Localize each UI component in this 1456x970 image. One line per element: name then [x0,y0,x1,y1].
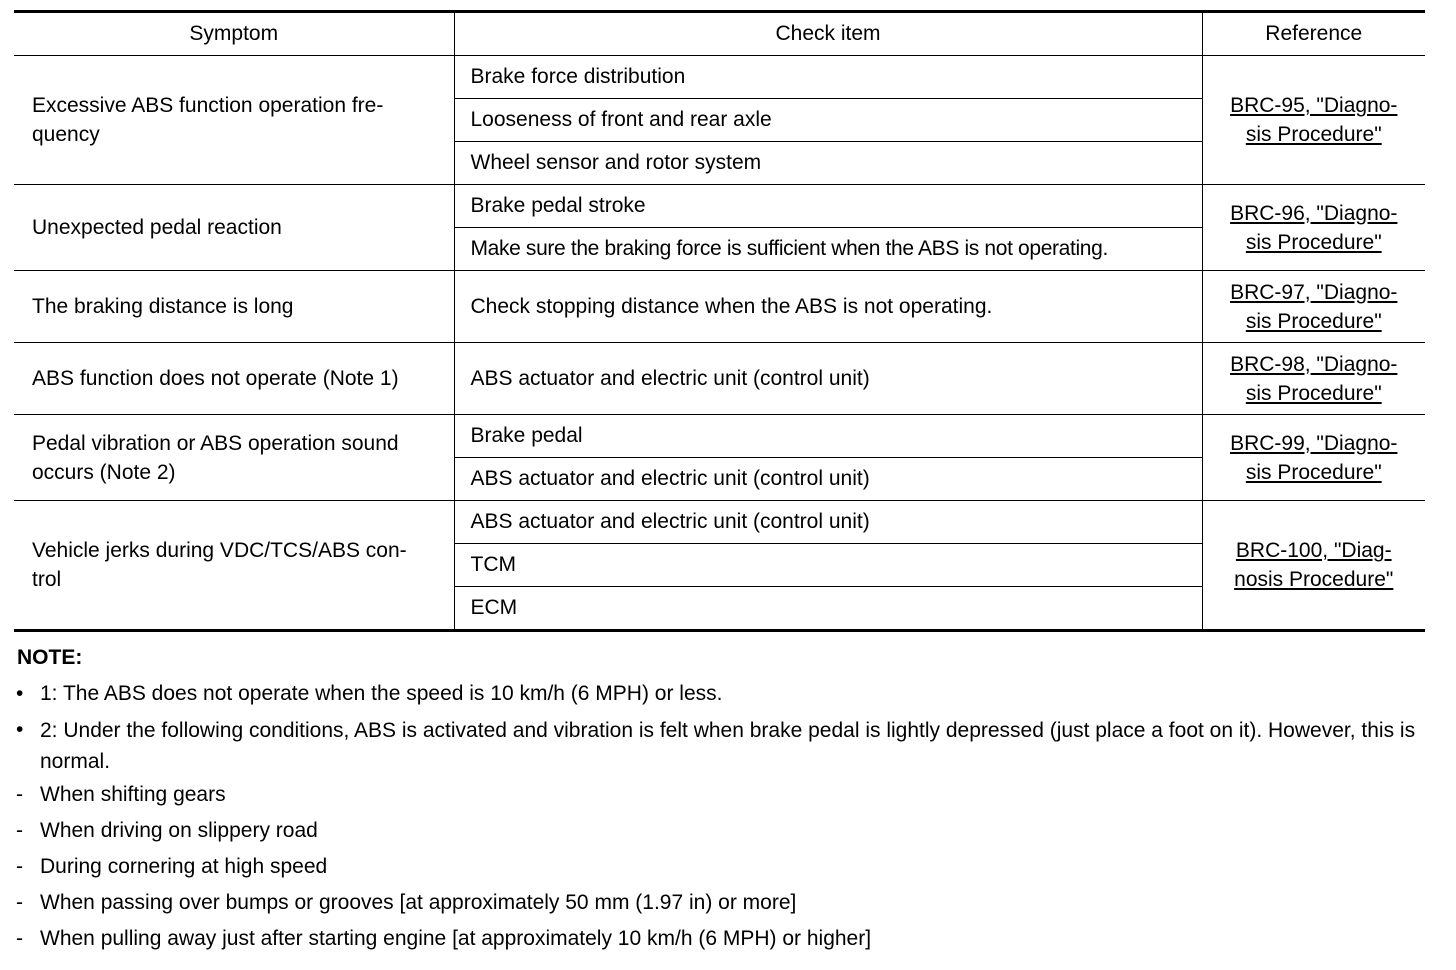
note-item [16,921,1425,957]
bullet-marker: • [16,682,24,705]
note-text: When driving on slippery road [40,819,318,842]
symptom-cell [14,271,454,343]
note-text: During cornering at high speed [40,855,328,878]
reference-text-line: sis Procedure" [1245,381,1382,405]
check-item-cell: TCM [454,544,1202,587]
symptom-text-line: The braking distance is long [32,295,294,318]
table-row [14,185,1425,228]
reference-cell [1202,415,1425,501]
dash-marker: - [16,819,23,842]
symptom-cell [14,343,454,415]
reference-link[interactable] [1213,278,1416,336]
note-item [16,849,1425,885]
check-item-cell: Brake pedal [454,415,1202,458]
symptom-text-line: Vehicle jerks during VDC/TCS/ABS con- [32,539,407,562]
bullet-marker: • [16,718,24,741]
reference-link[interactable] [1213,91,1416,149]
reference-link[interactable] [1213,199,1416,257]
symptom-text-line: Pedal vibration or ABS operation sound [32,431,399,455]
header-symptom: Symptom [14,12,454,56]
reference-cell [1202,343,1425,415]
symptom-text-line: Excessive ABS function operation fre- [32,94,384,117]
reference-cell [1202,185,1425,271]
note-item [16,813,1425,849]
document-page [14,10,1425,957]
symptom-cell [14,56,454,185]
reference-text-line: BRC-100, "Diag- [1235,539,1392,562]
symptom-text-line: ABS function does not operate (Note 1) [32,367,399,390]
check-item-cell: ABS actuator and electric unit (control unit) [454,501,1202,544]
check-item-cell: Looseness of front and rear axle [454,99,1202,142]
dash-marker: - [16,927,23,950]
symptom-text-line: Unexpected pedal reaction [32,216,282,239]
check-item-cell: ECM [454,587,1202,631]
note-item [16,712,1425,777]
reference-cell [1202,271,1425,343]
header-reference: Reference [1202,12,1425,56]
check-item-cell: Brake pedal stroke [454,185,1202,228]
reference-text-line: BRC-96, "Diagno- [1230,201,1398,225]
symptom-cell [14,501,454,631]
reference-text-line: BRC-95, "Diagno- [1230,94,1398,117]
symptom-text-line: trol [32,568,62,591]
dash-marker: - [16,783,23,806]
check-item-cell: Wheel sensor and rotor system [454,142,1202,185]
note-text: When shifting gears [40,783,226,806]
note-text: When pulling away just after starting engine [at approximately 10 km/h (6 MPH) or higher] [40,927,872,950]
notes-title: NOTE: [17,646,83,669]
table-header-row [14,12,1425,56]
check-item-cell: Check stopping distance when the ABS is not operating. [454,271,1202,343]
table-row [14,501,1425,544]
table-row [14,271,1425,343]
header-check-item: Check item [454,12,1202,56]
reference-link[interactable] [1213,429,1416,487]
table-row [14,343,1425,415]
note-text: 2: Under the following conditions, ABS is activated and vibration is felt when brake pedal is lightly depressed (just place a foot on it). However, this is normal. [40,719,1416,773]
reference-cell [1202,56,1425,185]
note-item [16,885,1425,921]
dash-marker: - [16,855,23,878]
check-item-cell: ABS actuator and electric unit (control unit) [454,343,1202,415]
diagnosis-table [14,10,1425,632]
reference-link[interactable] [1213,536,1416,594]
symptom-text-line: occurs (Note 2) [32,460,176,484]
note-text: 1: The ABS does not operate when the speed is 10 km/h (6 MPH) or less. [40,682,723,705]
table-row [14,56,1425,99]
reference-text-line: BRC-99, "Diagno- [1230,431,1398,455]
reference-cell [1202,501,1425,631]
notes-section [14,640,1425,957]
note-item [16,777,1425,813]
note-item [16,676,1425,712]
reference-text-line: nosis Procedure" [1234,568,1394,591]
reference-link[interactable] [1213,350,1416,408]
reference-text-line: BRC-97, "Diagno- [1230,280,1398,304]
check-item-cell: Make sure the braking force is sufficient when the ABS is not operating. [454,228,1202,271]
reference-text-line: sis Procedure" [1245,123,1382,146]
table-row [14,415,1425,458]
reference-text-line: sis Procedure" [1245,309,1382,333]
dash-marker: - [16,891,23,914]
check-item-cell: ABS actuator and electric unit (control unit) [454,458,1202,501]
check-item-cell: Brake force distribution [454,56,1202,99]
symptom-text-line: quency [32,123,100,146]
reference-text-line: BRC-98, "Diagno- [1230,352,1398,376]
symptom-cell [14,415,454,501]
reference-text-line: sis Procedure" [1245,230,1382,254]
reference-text-line: sis Procedure" [1245,460,1382,484]
symptom-cell [14,185,454,271]
note-text: When passing over bumps or grooves [at approximately 50 mm (1.97 in) or more] [40,891,797,914]
